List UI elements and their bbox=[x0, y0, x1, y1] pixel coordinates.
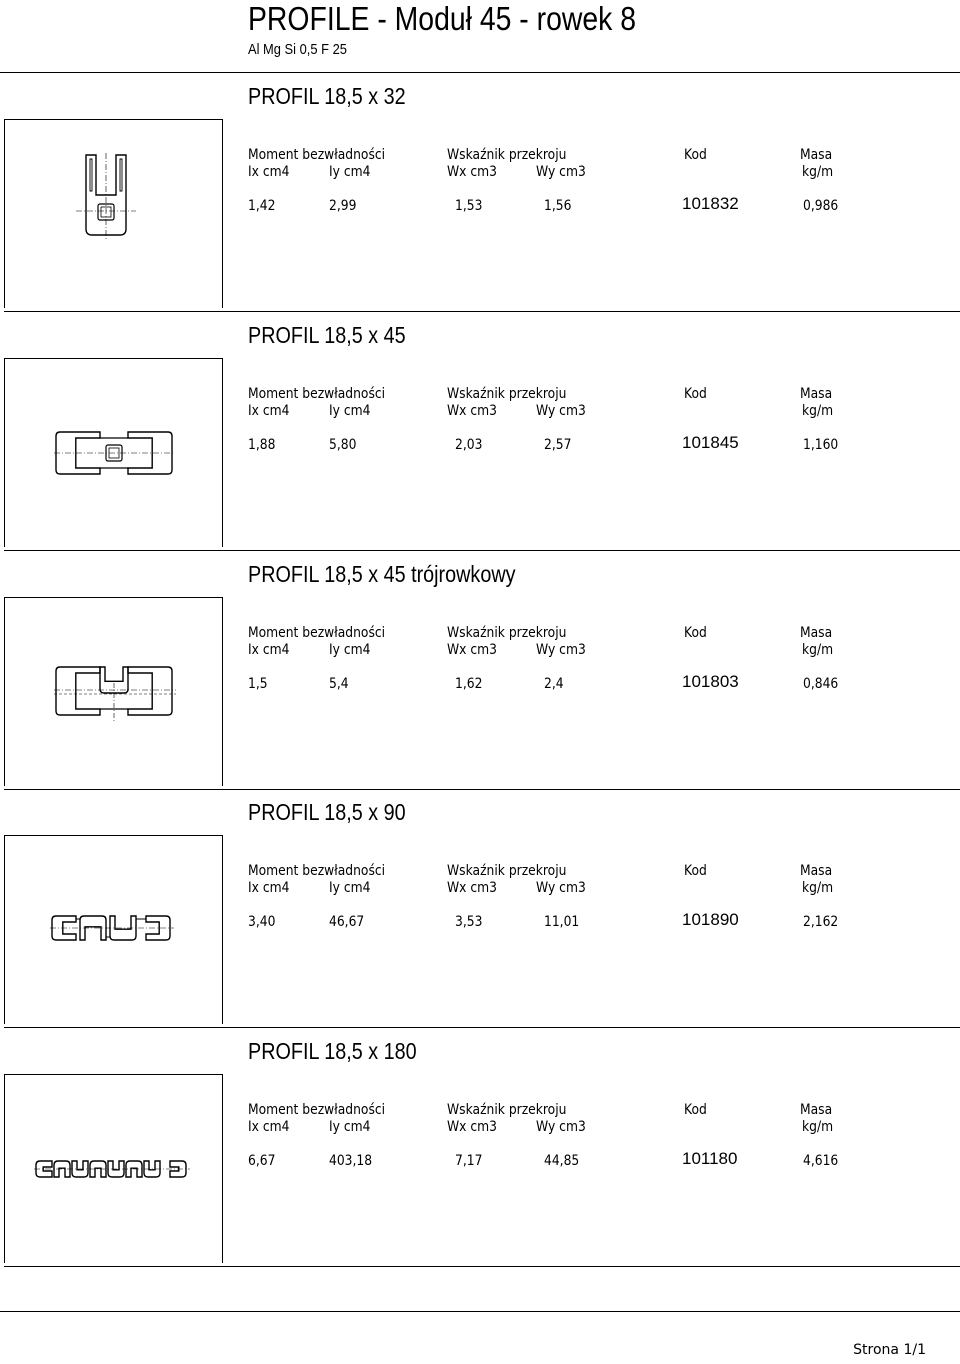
profile-18-5x32-icon bbox=[72, 151, 140, 243]
drawing-box-right-border bbox=[222, 1074, 223, 1263]
profile-drawing bbox=[72, 151, 140, 248]
moment-header: Moment bezwładności bbox=[248, 863, 386, 879]
profile-section bbox=[0, 73, 960, 312]
wy-header: Wy cm3 bbox=[536, 642, 586, 658]
unit-header: kg/m bbox=[802, 164, 834, 180]
masa-value: 4,616 bbox=[803, 1153, 839, 1169]
page-title: PROFILE - Moduł 45 - rowek 8 bbox=[248, 0, 636, 37]
iy-value: 403,18 bbox=[329, 1153, 373, 1169]
iy-header: Iy cm4 bbox=[329, 403, 371, 419]
profile-18-5x180-icon bbox=[34, 1159, 190, 1179]
unit-header: kg/m bbox=[802, 642, 834, 658]
profile-section bbox=[0, 551, 960, 790]
kod-value: 101890 bbox=[682, 910, 739, 929]
iy-header: Iy cm4 bbox=[329, 1119, 371, 1135]
drawing-box-right-border bbox=[222, 597, 223, 786]
wx-value: 3,53 bbox=[455, 914, 483, 930]
wx-header: Wx cm3 bbox=[447, 403, 498, 419]
wx-header: Wx cm3 bbox=[447, 1119, 498, 1135]
wy-value: 2,57 bbox=[544, 437, 572, 453]
kod-header: Kod bbox=[684, 147, 707, 163]
wx-value: 1,53 bbox=[455, 198, 483, 214]
drawing-box-left-border bbox=[4, 1074, 5, 1263]
drawing-box-top-border bbox=[4, 835, 222, 836]
drawing-box-top-border bbox=[4, 1074, 222, 1075]
unit-header: kg/m bbox=[802, 403, 834, 419]
moment-header: Moment bezwładności bbox=[248, 1102, 386, 1118]
drawing-box-left-border bbox=[4, 597, 5, 786]
iy-value: 5,4 bbox=[329, 676, 349, 692]
wy-header: Wy cm3 bbox=[536, 1119, 586, 1135]
wskaznik-header: Wskaźnik przekroju bbox=[447, 147, 567, 163]
profile-section bbox=[0, 789, 960, 1028]
wy-header: Wy cm3 bbox=[536, 403, 586, 419]
kod-header: Kod bbox=[684, 625, 707, 641]
wx-header: Wx cm3 bbox=[447, 642, 498, 658]
profile-18-5x45-three-groove-icon bbox=[52, 663, 178, 721]
wx-value: 7,17 bbox=[455, 1153, 483, 1169]
ix-header: Ix cm4 bbox=[248, 403, 290, 419]
iy-header: Iy cm4 bbox=[329, 642, 371, 658]
masa-header: Masa bbox=[800, 625, 833, 641]
profile-drawing bbox=[52, 663, 178, 726]
wskaznik-header: Wskaźnik przekroju bbox=[447, 863, 567, 879]
drawing-box-left-border bbox=[4, 119, 5, 308]
ix-value: 1,88 bbox=[248, 437, 276, 453]
ix-header: Ix cm4 bbox=[248, 642, 290, 658]
kod-value: 101180 bbox=[682, 1149, 738, 1168]
wy-value: 44,85 bbox=[544, 1153, 580, 1169]
masa-value: 0,846 bbox=[803, 676, 839, 692]
masa-value: 2,162 bbox=[803, 914, 839, 930]
profile-title: PROFIL 18,5 x 45 trójrowkowy bbox=[248, 561, 516, 587]
wy-value: 2,4 bbox=[544, 676, 564, 692]
drawing-box-left-border bbox=[4, 835, 5, 1024]
drawing-box-right-border bbox=[222, 119, 223, 308]
wskaznik-header: Wskaźnik przekroju bbox=[447, 386, 567, 402]
wy-header: Wy cm3 bbox=[536, 880, 586, 896]
iy-value: 46,67 bbox=[329, 914, 365, 930]
profile-drawing bbox=[52, 428, 176, 483]
drawing-box-right-border bbox=[222, 358, 223, 547]
wx-header: Wx cm3 bbox=[447, 164, 498, 180]
masa-header: Masa bbox=[800, 1102, 833, 1118]
moment-header: Moment bezwładności bbox=[248, 625, 386, 641]
iy-value: 2,99 bbox=[329, 198, 357, 214]
ix-header: Ix cm4 bbox=[248, 164, 290, 180]
iy-header: Iy cm4 bbox=[329, 880, 371, 896]
profile-section bbox=[0, 1028, 960, 1267]
profile-18-5x90-icon bbox=[50, 913, 174, 943]
drawing-box-top-border bbox=[4, 597, 222, 598]
profile-18-5x45-icon bbox=[52, 428, 176, 478]
drawing-box-right-border bbox=[222, 835, 223, 1024]
wx-header: Wx cm3 bbox=[447, 880, 498, 896]
kod-header: Kod bbox=[684, 1102, 707, 1118]
drawing-box-left-border bbox=[4, 358, 5, 547]
kod-value: 101845 bbox=[682, 433, 739, 452]
material-subtitle: Al Mg Si 0,5 F 25 bbox=[248, 41, 347, 58]
wy-header: Wy cm3 bbox=[536, 164, 586, 180]
drawing-box-top-border bbox=[4, 358, 222, 359]
wx-value: 2,03 bbox=[455, 437, 483, 453]
profile-drawing bbox=[50, 913, 174, 948]
iy-header: Iy cm4 bbox=[329, 164, 371, 180]
iy-value: 5,80 bbox=[329, 437, 357, 453]
masa-header: Masa bbox=[800, 386, 833, 402]
moment-header: Moment bezwładności bbox=[248, 147, 386, 163]
ix-header: Ix cm4 bbox=[248, 880, 290, 896]
kod-value: 101832 bbox=[682, 194, 739, 213]
profile-drawing bbox=[34, 1159, 190, 1184]
wy-value: 11,01 bbox=[544, 914, 580, 930]
profile-section bbox=[0, 312, 960, 551]
drawing-box-top-border bbox=[4, 119, 222, 120]
masa-header: Masa bbox=[800, 147, 833, 163]
profile-title: PROFIL 18,5 x 45 bbox=[248, 322, 406, 348]
wskaznik-header: Wskaźnik przekroju bbox=[447, 1102, 567, 1118]
footer-divider bbox=[0, 1311, 960, 1312]
profile-title: PROFIL 18,5 x 32 bbox=[248, 83, 406, 109]
wskaznik-header: Wskaźnik przekroju bbox=[447, 625, 567, 641]
ix-value: 6,67 bbox=[248, 1153, 276, 1169]
unit-header: kg/m bbox=[802, 880, 834, 896]
masa-value: 1,160 bbox=[803, 437, 839, 453]
masa-value: 0,986 bbox=[803, 198, 839, 214]
ix-value: 3,40 bbox=[248, 914, 276, 930]
ix-value: 1,5 bbox=[248, 676, 268, 692]
page-number: Strona 1/1 bbox=[853, 1342, 926, 1358]
kod-header: Kod bbox=[684, 863, 707, 879]
ix-header: Ix cm4 bbox=[248, 1119, 290, 1135]
kod-header: Kod bbox=[684, 386, 707, 402]
section-bottom-rule bbox=[4, 1266, 960, 1267]
profile-title: PROFIL 18,5 x 180 bbox=[248, 1038, 417, 1064]
masa-header: Masa bbox=[800, 863, 833, 879]
profile-title: PROFIL 18,5 x 90 bbox=[248, 799, 406, 825]
wy-value: 1,56 bbox=[544, 198, 572, 214]
kod-value: 101803 bbox=[682, 672, 739, 691]
wx-value: 1,62 bbox=[455, 676, 483, 692]
ix-value: 1,42 bbox=[248, 198, 276, 214]
moment-header: Moment bezwładności bbox=[248, 386, 386, 402]
unit-header: kg/m bbox=[802, 1119, 834, 1135]
